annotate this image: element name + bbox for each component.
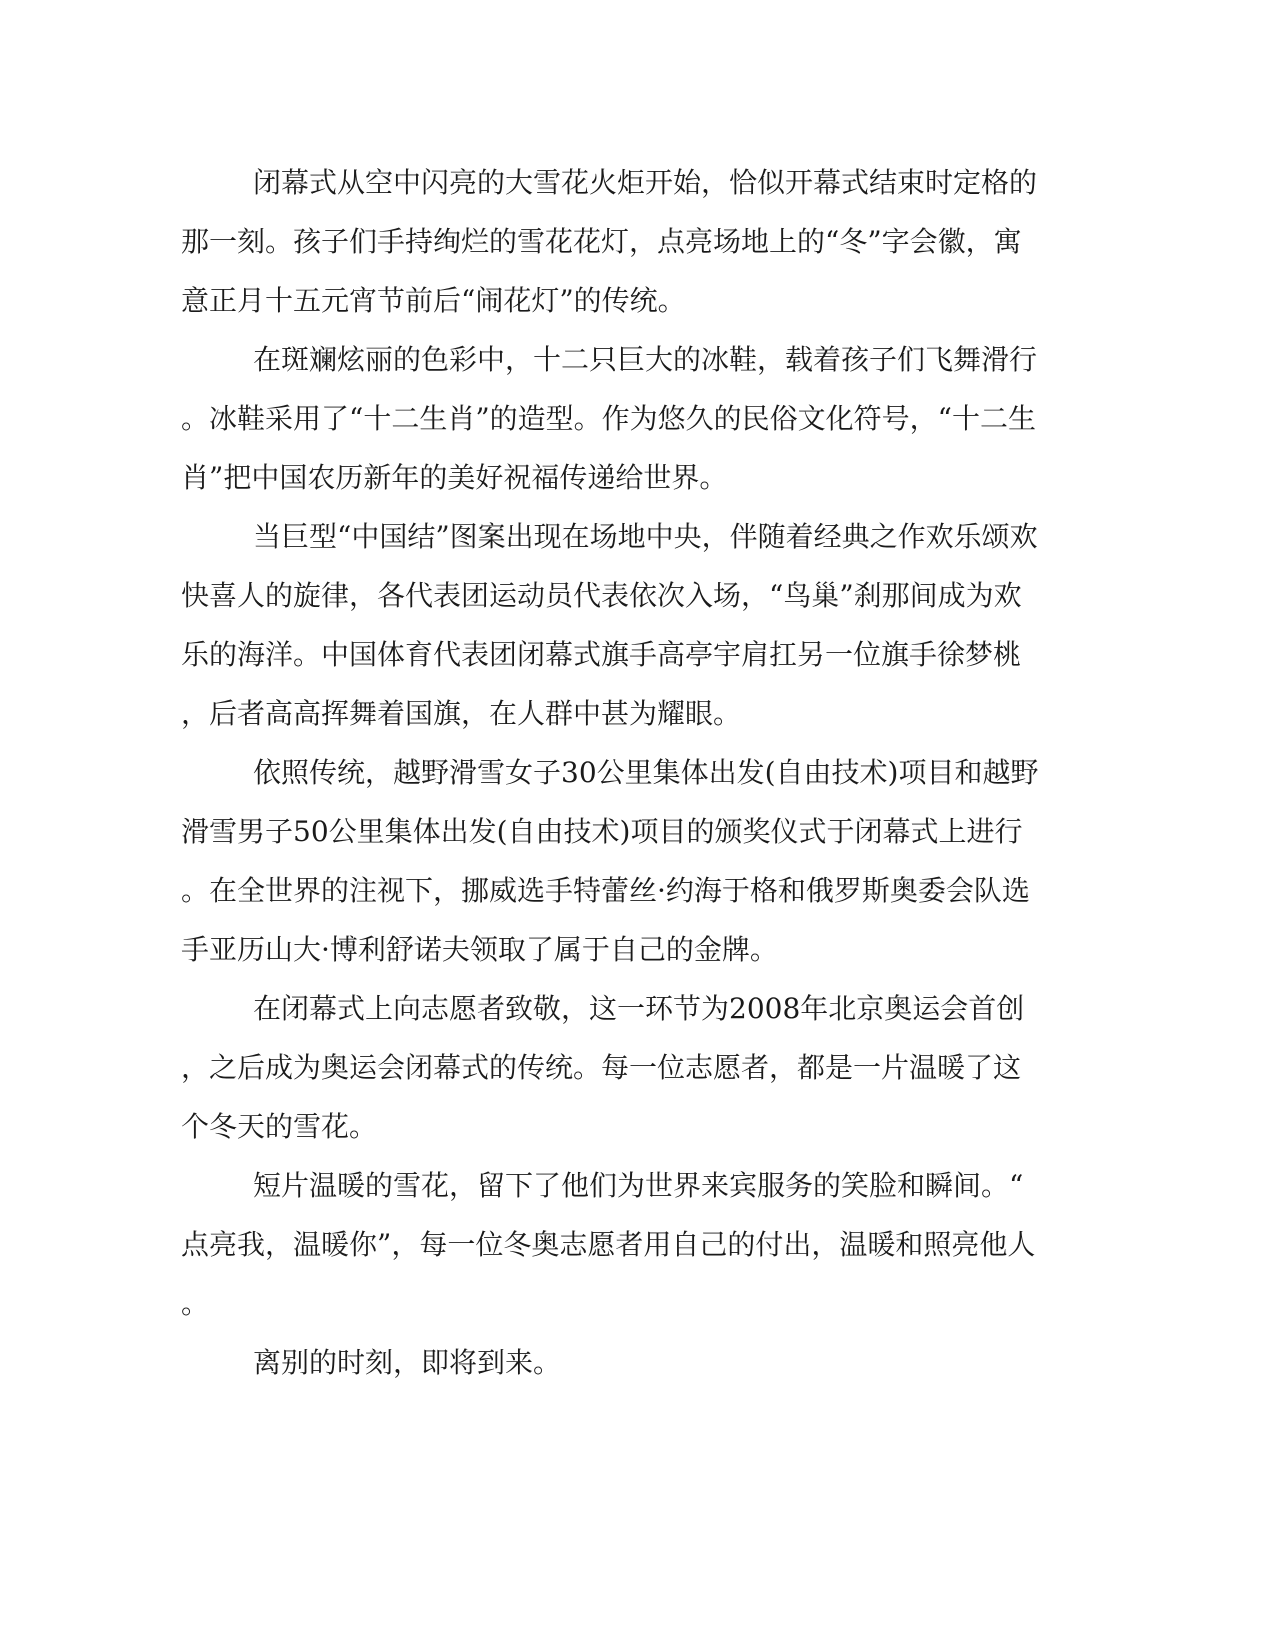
- text-line: 在斑斓炫丽的色彩中，十二只巨大的冰鞋，载着孩子们飞舞滑行: [253, 343, 1038, 376]
- text-line: 滑雪男子50公里集体出发(自由技术)项目的颁奖仪式于闭幕式上进行: [181, 815, 1023, 848]
- text-line: 那一刻。孩子们手持绚烂的雪花花灯，点亮场地上的“冬”字会徽，寓: [181, 225, 1022, 258]
- text-line: 闭幕式从空中闪亮的大雪花火炬开始，恰似开幕式结束时定格的: [253, 166, 1038, 199]
- text-line: 在闭幕式上向志愿者致敬，这一环节为2008年北京奥运会首创: [253, 992, 1025, 1025]
- text-line: 手亚历山大·博利舒诺夫领取了属于自己的金牌。: [181, 933, 778, 966]
- text-line: 短片温暖的雪花，留下了他们为世界来宾服务的笑脸和瞬间。“: [253, 1169, 1024, 1202]
- text-line: 。在全世界的注视下，挪威选手特蕾丝·约海于格和俄罗斯奥委会队选: [181, 874, 1030, 907]
- text-line: 个冬天的雪花。: [181, 1110, 378, 1143]
- text-line: 当巨型“中国结”图案出现在场地中央，伴随着经典之作欢乐颂欢: [253, 520, 1038, 553]
- text-line: 快喜人的旋律，各代表团运动员代表依次入场，“鸟巢”刹那间成为欢: [181, 579, 1022, 612]
- text-line: 意正月十五元宵节前后“闹花灯”的传统。: [181, 284, 686, 317]
- text-line: 肖”把中国农历新年的美好祝福传递给世界。: [181, 461, 728, 494]
- text-line: 依照传统，越野滑雪女子30公里集体出发(自由技术)项目和越野: [253, 756, 1039, 789]
- text-line: 点亮我，温暖你”，每一位冬奥志愿者用自己的付出，温暖和照亮他人: [181, 1228, 1036, 1261]
- text-line: 。: [181, 1287, 210, 1320]
- text-line: 离别的时刻，即将到来。: [253, 1346, 562, 1379]
- text-line: ，后者高高挥舞着国旗，在人群中甚为耀眼。: [181, 697, 742, 730]
- text-line: ，之后成为奥运会闭幕式的传统。每一位志愿者，都是一片温暖了这: [181, 1051, 1022, 1084]
- text-line: 。冰鞋采用了“十二生肖”的造型。作为悠久的民俗文化符号，“十二生: [181, 402, 1036, 435]
- text-line: 乐的海洋。中国体育代表团闭幕式旗手高亭宇肩扛另一位旗手徐梦桃: [181, 638, 1022, 671]
